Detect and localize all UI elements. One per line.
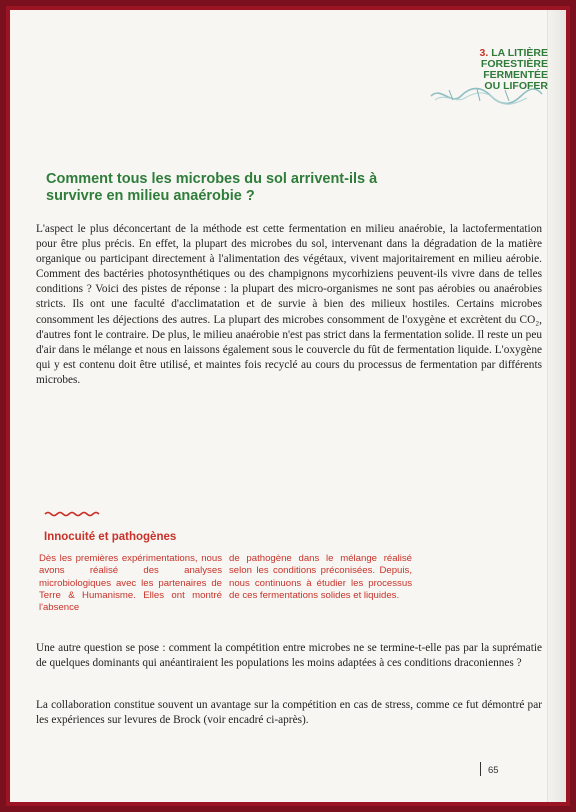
page-frame xyxy=(6,6,570,806)
box-column-left: Dès les premières expérimentations, nous avons réalisé des analyses microbiologiques avec les partenaires de Terre & Humanisme. Elles ont montré l'absence xyxy=(39,553,222,614)
section-title-line-3: FERMENTÉE xyxy=(483,69,548,81)
decorative-swirl-icon xyxy=(429,84,544,108)
section-heading: Comment tous les microbes du sol arrivent-ils à survivre en milieu anaérobie ? xyxy=(46,171,378,204)
section-title-line-4: OU LIFOFER xyxy=(484,80,548,92)
page-edge xyxy=(547,10,566,802)
red-squiggle-icon xyxy=(44,511,100,517)
section-number: 3. xyxy=(479,47,489,59)
book-page xyxy=(10,10,566,802)
section-title-line-2: FORESTIÈRE xyxy=(480,58,548,70)
body-paragraph-2: Une autre question se pose : comment la compétition entre microbes ne se termine-t-elle pas par la suprématie de quelques dominants qui anéantiraient les populations les moins adaptées à ces conditions draconiennes ? xyxy=(36,642,542,670)
body-paragraph-1: L'aspect le plus déconcertant de la méthode est cette fermentation en milieu anaérobie, la lactofermentation pour être plus précis. En effet, la plupart des microbes du sol, intervenant dans la dégradation de la matière organique ou participant directement à l'alimentation des végétaux, vivent majoritairement en milieu aérobie. Comment des bactéries photosynthétiques ou des champignons mycorhiziens peuvent-ils vivre dans de telles conditions ? Voici des pistes de réponse : la plupart des micro-organismes ne sont pas aérobies ou anaérobies stricts. Ils ont une faculté d'acclimatation et de survie à bien des milieux hostiles. Certains microbes consomment les déjections des autres. La plupart des microbes consomment de l'oxygène et excrètent du CO₂, d'autres font le contraire. De plus, le milieu anaérobie n'est pas strict dans la fermentation solide. Il reste un peu d'air dans le mélange et nous en laissons également sous le couvercle du fût de fermentation liquide. L'oxygène qui y est contenu doit être utilisé, et maintes fois recyclé au cours du processus de fermentation par différents microbes. xyxy=(36,223,542,386)
box-title: Innocuité et pathogènes xyxy=(44,531,177,543)
box-column-right: de pathogène dans le mélange réalisé selon les conditions préconisées. Depuis, nous continuons à étudier les processus de ces fermentations solides et liquides. xyxy=(229,553,412,601)
section-title-line-1: LA LITIÈRE xyxy=(491,47,548,59)
page-number: 65 xyxy=(488,765,499,776)
body-paragraph-3: La collaboration constitue souvent un avantage sur la compétition en cas de stress, comme ce fut démontré par les expériences sur levures de Brock (voir encadré ci-après). xyxy=(36,699,542,727)
folio-divider xyxy=(480,762,481,776)
